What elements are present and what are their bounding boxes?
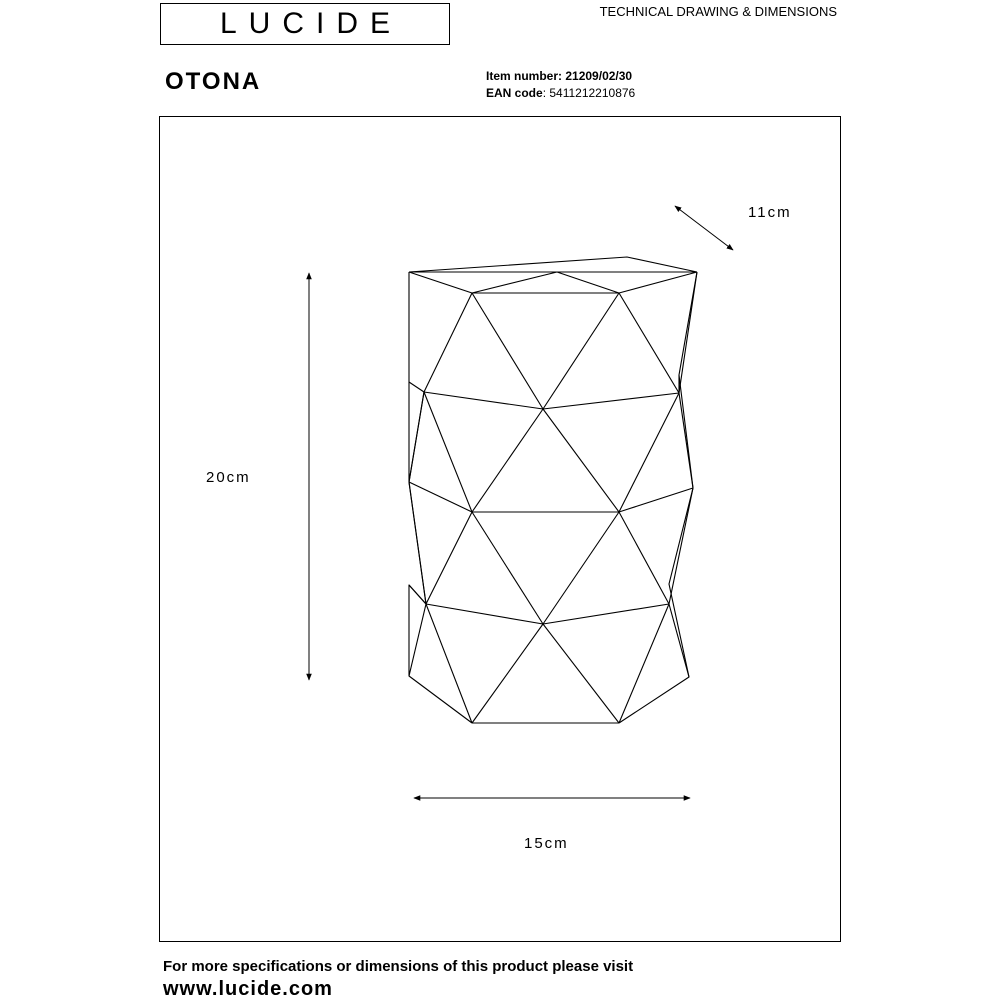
lamp-shade-drawing bbox=[409, 257, 697, 723]
document-type: TECHNICAL DRAWING & DIMENSIONS bbox=[599, 4, 837, 19]
item-number-row: Item number: 21209/02/30 bbox=[486, 69, 633, 83]
width-dimension-label: 15cm bbox=[524, 835, 569, 852]
ean-code-value: 5411212210876 bbox=[549, 86, 636, 100]
height-dimension-label: 20cm bbox=[206, 469, 251, 486]
ean-code-row: EAN code: 5411212210876 bbox=[486, 86, 636, 100]
product-name: OTONA bbox=[165, 68, 262, 95]
ean-code-label: EAN code bbox=[486, 86, 543, 100]
depth-dimension-label: 11cm bbox=[748, 204, 792, 221]
footer-website-link[interactable]: www.lucide.com bbox=[163, 978, 333, 1000]
footer-info-text: For more specifications or dimensions of this product please visit bbox=[163, 958, 634, 975]
item-number-value: 21209/02/30 bbox=[565, 69, 633, 83]
item-number-label: Item number bbox=[486, 69, 559, 83]
depth-dimension-arrow bbox=[675, 206, 733, 250]
brand-logo-text: LUCIDE bbox=[219, 7, 403, 40]
